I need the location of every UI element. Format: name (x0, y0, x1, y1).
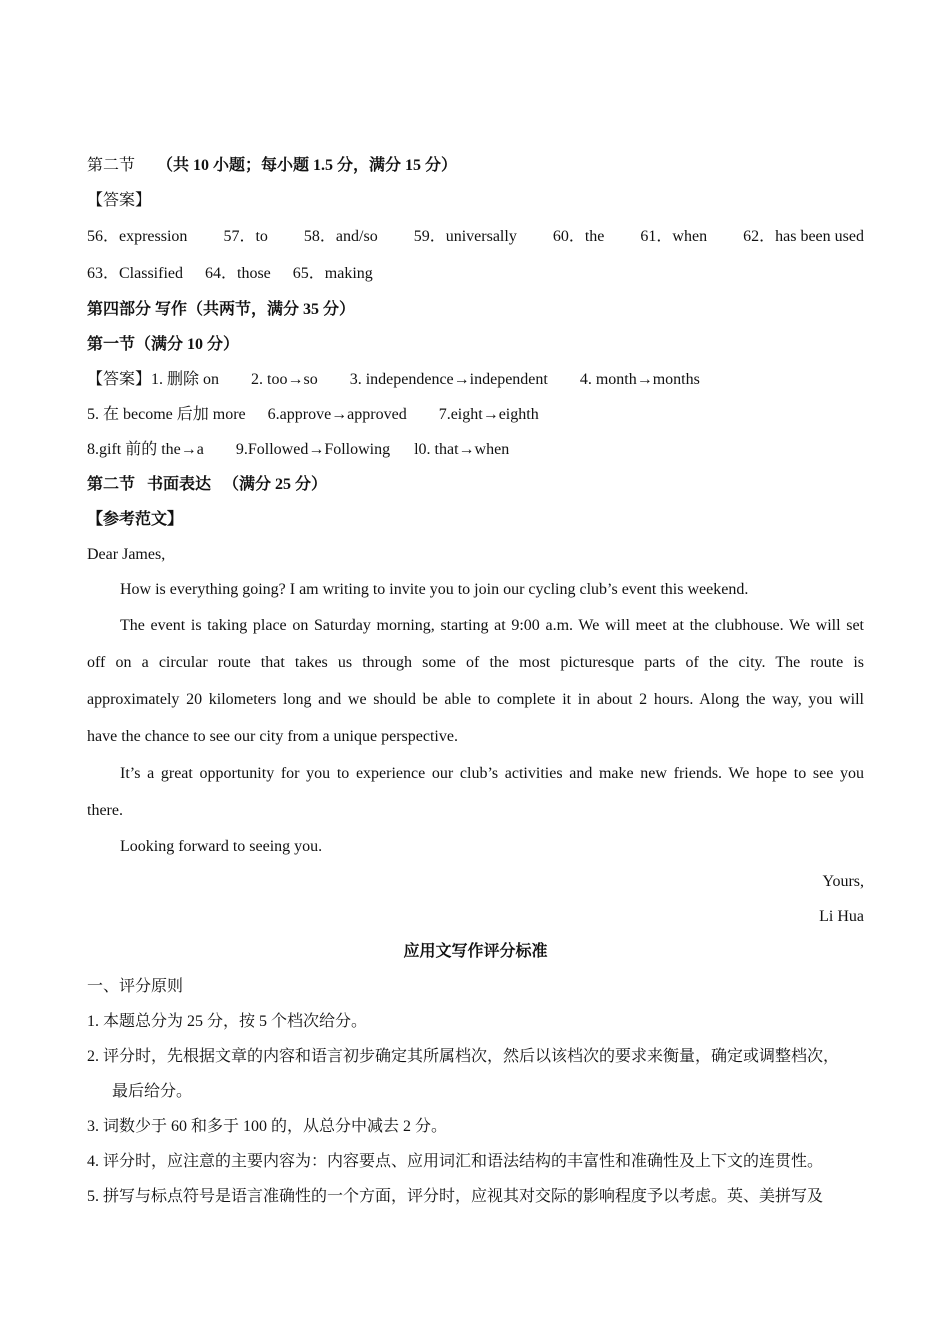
letter-signature: Li Hua (819, 908, 864, 925)
document-page (87, 148, 864, 1214)
model-essay-tag: 【参考范文】 (87, 511, 184, 528)
correction-item: 【答案】1. 删除 on (87, 371, 220, 388)
correction-item: 3. independence→independent (349, 371, 548, 388)
correction-item: l0. that→when (414, 441, 510, 458)
rubric-item-3: 3. 词数少于 60 和多于 100 的，从总分中减去 2 分。 (87, 1118, 448, 1135)
answer-item: 63．Classified (87, 265, 183, 282)
corrections-row-3 (87, 432, 864, 467)
letter-paragraph-2-line: approximately 20 kilometers long and we should be able to complete it in about 2 hours. Along the way, you will (87, 691, 864, 708)
corrections-row-2 (87, 397, 864, 432)
correction-item: 4. month→months (579, 371, 700, 388)
letter-closing: Yours, (822, 873, 864, 890)
rubric-principle: 一、评分原则 (87, 978, 184, 995)
answer-item: 61．when (640, 228, 708, 245)
writing-section-heading: 第二节 书面表达 （满分 25 分） (87, 476, 328, 493)
answer-tag: 【答案】 (87, 192, 152, 209)
letter-paragraph-1: How is everything going? I am writing to invite you to join our cycling club’s event this weekend. (120, 581, 749, 598)
answer-item: 60．the (552, 228, 605, 245)
answer-item: 57．to (223, 228, 268, 245)
letter-paragraph-2-line: off on a circular route that takes us through some of the most picturesque parts of the city. The route is (87, 654, 864, 671)
letter-paragraph-2-line: The event is taking place on Saturday morning, starting at 9:00 a.m. We will meet at the clubhouse. We will set (120, 617, 864, 634)
letter-paragraph-4: Looking forward to seeing you. (120, 838, 323, 855)
correction-item: 6.approve→approved (267, 406, 407, 423)
answer-row-2 (87, 255, 864, 292)
rubric-item-2: 2. 评分时，先根据文章的内容和语言初步确定其所属档次，然后以该档次的要求来衡量，确定或调整档次， (87, 1048, 840, 1065)
letter-paragraph-2-line: have the chance to see our city from a unique perspective. (87, 728, 458, 745)
correction-item: 7.eight→eighth (438, 406, 539, 423)
answer-item: 62．has been used (743, 228, 864, 245)
answer-item: 56．expression (87, 228, 188, 245)
part-4-heading: 第四部分 写作（共两节，满分 35 分） (87, 301, 356, 318)
rubric-title: 应用文写作评分标准 (403, 943, 548, 960)
letter-paragraph-3-line: It’s a great opportunity for you to experience our club’s activities and make new friends. We hope to see you (120, 765, 864, 782)
rubric-item-5: 5. 拼写与标点符号是语言准确性的一个方面，评分时，应视其对交际的影响程度予以考虑。英、美拼写及 (87, 1188, 824, 1205)
section-label: 第二节 (87, 157, 136, 174)
correction-item: 2. too→so (251, 371, 318, 388)
rubric-item-1: 1. 本题总分为 25 分，按 5 个档次给分。 (87, 1013, 368, 1030)
answer-item: 65．making (292, 265, 373, 282)
correction-item: 5. 在 become 后加 more (87, 406, 246, 423)
correction-item: 8.gift 前的 the→a (87, 441, 204, 458)
correction-item: 9.Followed→Following (235, 441, 391, 458)
section-1-heading: 第一节（满分 10 分） (87, 336, 240, 353)
answer-item: 64．those (205, 265, 271, 282)
answer-item: 59．universally (413, 228, 517, 245)
rubric-item-4: 4. 评分时，应注意的主要内容为：内容要点、应用词汇和语法结构的丰富性和准确性及上下文的连贯性。 (87, 1153, 824, 1170)
letter-salutation: Dear James, (87, 546, 166, 563)
corrections-row-1 (87, 362, 864, 397)
answer-row-1 (87, 218, 864, 255)
answer-item: 58．and/so (303, 228, 378, 245)
section-2-heading (87, 148, 864, 183)
letter-paragraph-3-line: there. (87, 802, 123, 819)
rubric-item-2-continuation: 最后给分。 (112, 1083, 193, 1100)
section-detail: （共 10 小题；每小题 1.5 分，满分 15 分） (157, 157, 458, 174)
